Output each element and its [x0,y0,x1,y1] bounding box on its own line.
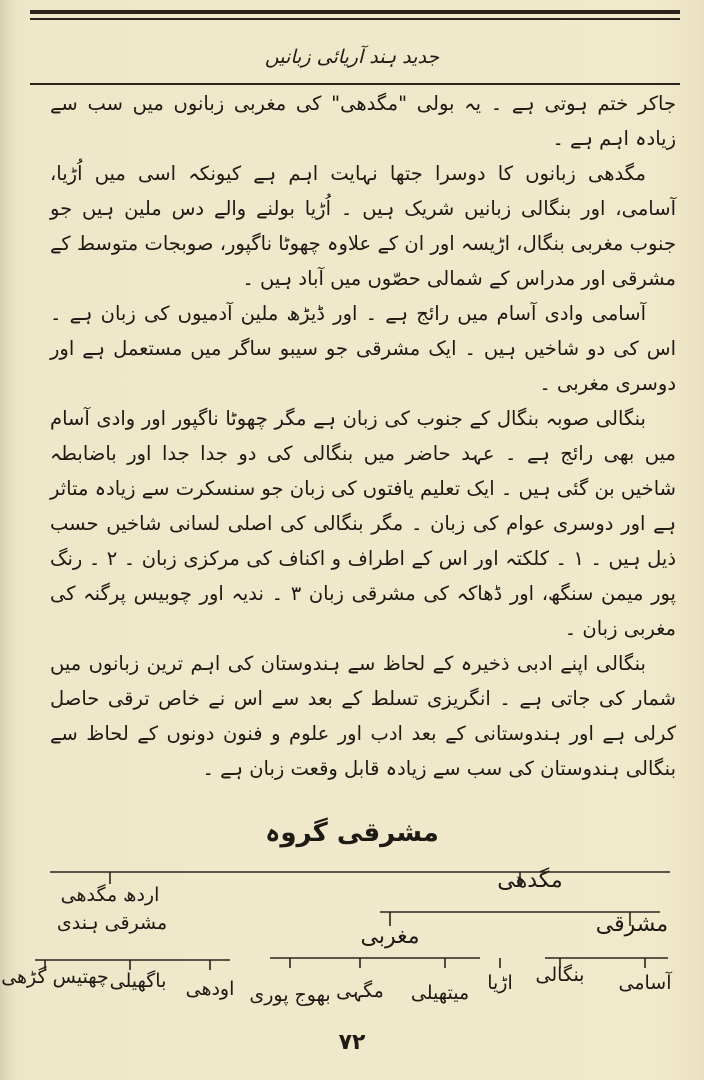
paragraph: جاکر ختم ہوتی ہے ۔ یہ بولی "مگدھی" کی مغربی زبانوں میں سب سے زیادہ اہم ہے ۔ [50,92,676,150]
leaf-maithili: میتھیلی [410,982,470,1004]
head-rule [30,83,680,85]
top-rule-thick [30,10,680,14]
leaf-asami: آسامی [618,972,672,994]
top-rule-thin [30,18,680,20]
leaf-chhattisgarhi: چھتیس گڑھی [1,966,109,988]
leaf-bhojpuri: بھوج پوری [249,984,331,1006]
leaf-magahi: مگہی [336,980,384,1002]
node-mashriqi-hindi: مشرقی ہندی [56,912,168,934]
node-ardh-magadhi: اردھ مگدھی [60,884,160,906]
leaf-bangali: بنگالی [535,964,585,986]
paragraph: بنگالی صوبہ بنگال کے جنوب کی زبان ہے مگر چھوٹا ناگپور اور وادی آسام میں بھی رائج ہے ۔ عہد حاضر میں بنگالی کی دو جدا جدا اور باضابطہ شاخیں بن گئی ہیں ۔ ایک تعلیم یافتوں کی زبان جو سنسکرت سے زیادہ متاثر ہے اور دوسری عوام کی زبان ۔ مگر بنگالی کی اصلی لسانی شاخیں حسب ذیل ہیں ۔ ۱ ۔ کلکتہ اور اس کے اطراف و اکناف کی مرکزی زبان ۔ ۲ ۔ رنگ پور میمن سنگھ، اور ڈھاکہ کی مشرقی زبان ۳ ۔ ندیہ اور چوبیس پرگنہ کی مغربی زبان ۔ [50,407,676,640]
running-head: جدید ہند آریائی زبانیں [264,46,440,68]
leaf-oriya: اڑیا [487,972,513,994]
paragraph: مگدھی زبانوں کا دوسرا جتھا نہایت اہم ہے کیونکہ اسی میں اُڑیا، آسامی، اور بنگالی زبانیں شریک ہیں ۔ اُڑیا بولنے والے دس ملین ہیں جو جنوب مغربی بنگال، اڑیسہ اور ان کے علاوہ چھوٹا ناگپور، صوبجات متوسط کے مشرقی اور مدراس کے شمالی حصّوں میں آباد ہیں ۔ [50,162,676,290]
paragraph: بنگالی اپنے ادبی ذخیرہ کے لحاظ سے ہندوستان کی اہم ترین زبانوں میں شمار کی جاتی ہے ۔ انگریزی تسلط کے بعد سے اس نے خاص ترقی حاصل کرلی ہے اور ہندوستانی کے بعد ادب اور علوم و فنون دونوں کے لحاظ سے بنگالی ہندوستان کی سب سے زیادہ قابل وقعت زبان ہے ۔ [50,652,676,780]
page-number: ۷۲ [338,1030,366,1055]
leaf-awadhi: اودھی [185,978,235,1000]
leaf-baghelkhandi: باگھیلی [109,970,167,992]
node-magadhi: مگدھی [497,868,563,893]
paragraph: آسامی وادی آسام میں رائج ہے ۔ اور ڈیڑھ ملین آدمیوں کی زبان ہے ۔ اس کی دو شاخیں ہیں ۔ ایک مشرقی جو سیبو ساگر میں مستعمل ہے اور دوسری مغربی ۔ [50,302,676,395]
node-mashriqi: مشرقی [595,912,669,937]
body-text [50,86,676,786]
node-maghribi: مغربی [360,924,420,949]
section-heading: مشرقی گروہ [265,818,439,848]
